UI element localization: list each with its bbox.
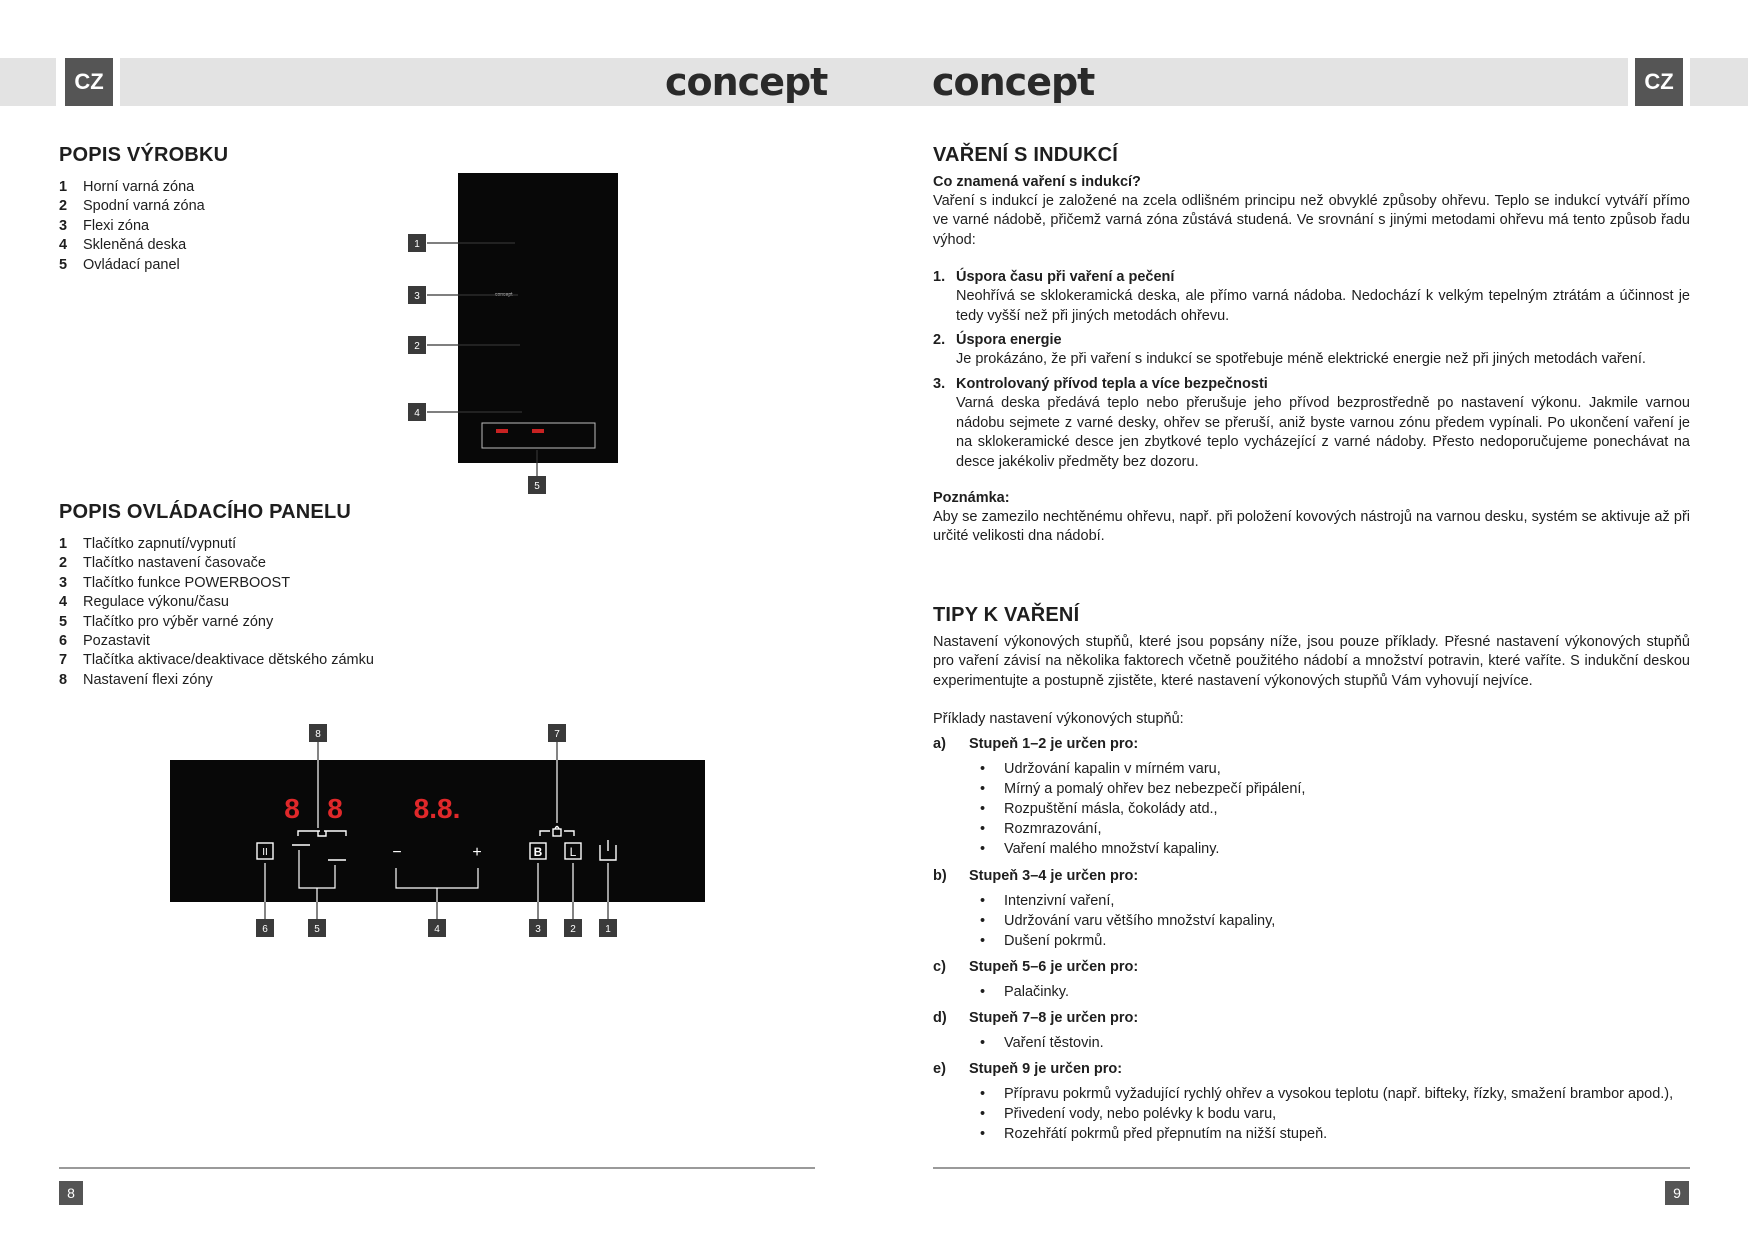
tips-examples-label: Příklady nastavení výkonových stupňů: [933,711,1184,727]
list-item: • Rozpuštění másla, čokolády atd., [980,799,1690,819]
advantage-1: 1. Úspora času při vaření a pečení Neohřívá se sklokeramická deska, ale přímo varná nádoba. Nedochází k velkým tepelným ztrátám a účinnost je tedy vyšší než při jiných metodách ohřevu. [933,269,1690,324]
list-item: 7 Tlačítka aktivace/deaktivace dětského zámku [59,652,374,669]
list-item: 3 Flexi zóna [59,217,150,234]
language-badge-right: CZ [1635,58,1683,106]
callout-5 [528,476,546,494]
hob-brand-label: concept [495,292,513,298]
header-band-center [120,58,1628,106]
induction-question: Co znamená vaření s indukcí? [933,174,1141,190]
callout-1 [599,919,617,937]
footer-rule-right [933,1167,1690,1169]
list-item: • Palačinky. [980,982,1690,1002]
advantage-2: 2. Úspora energie Je prokázáno, že při vaření s indukcí se spotřebuje méně elektrické energie než při jiných metodách vaření. [933,332,1646,368]
list-item: 3 Tlačítko funkce POWERBOOST [59,574,291,591]
minus-button: − [392,844,402,861]
header-band-right [1690,58,1748,106]
hob-diagram [400,168,630,498]
tips-title: TIPY K VAŘENÍ [933,604,1080,626]
tip-group-c: c) Stupeň 5–6 je určen pro: • Palačinky. [933,957,1690,1002]
control-panel-list [59,535,374,690]
svg-text:2: 2 [414,341,420,352]
callout-2 [564,919,582,937]
list-item: 6 Pozastavit [59,633,150,650]
svg-text:1: 1 [414,239,420,250]
list-item: • Intenzivní vaření, [980,891,1690,911]
page-number-right: 9 [1665,1181,1689,1205]
header-band-left [0,58,56,106]
list-item: 2 Tlačítko nastavení časovače [59,555,266,572]
list-item: • Rozehřátí pokrmů před přepnutím na nižší stupeň. [980,1124,1690,1144]
list-item: 8 Nastavení flexi zóny [59,671,213,688]
list-item: • Dušení pokrmů. [980,931,1690,951]
induction-intro: Vaření s indukcí je založené na zcela odlišném principu než obvyklé způsoby ohřevu. Teplo se indukcí vytváří přímo ve varné nádobě, přičemž varná zóna zůstává studená. Ve srovnání s jinými metodami ohřevu má tento způsob řadu výhod: [933,193,1690,248]
brand-logo-left: concept [665,60,828,104]
callout-5 [308,919,326,937]
list-item: 1 Horní varná zóna [59,179,195,195]
language-badge-left: CZ [65,58,113,106]
display-left-2: 8 [327,793,343,824]
callout-4 [428,919,446,937]
induction-title: VAŘENÍ S INDUKCÍ [933,144,1119,166]
control-panel-diagram [160,718,720,943]
note-title: Poznámka: [933,490,1010,506]
callout-1 [408,234,426,252]
tip-group-b: b) Stupeň 3–4 je určen pro: • Intenzivní vaření, • Udržování varu většího množství kapaliny, • Dušení pokrmů. [933,866,1690,951]
display-center: 8.8. [413,793,461,824]
svg-text:4: 4 [414,408,420,419]
display-left-1: 8 [284,793,300,824]
list-item: • Mírný a pomalý ohřev bez nebezpečí připálení, [980,779,1690,799]
list-item: 4 Regulace výkonu/času [59,594,229,611]
boost-symbol: B [533,845,543,859]
mini-display-left [496,429,508,433]
list-item: • Udržování kapalin v mírném varu, [980,759,1690,779]
list-item: • Udržování varu většího množství kapaliny, [980,911,1690,931]
tip-group-e: e) Stupeň 9 je určen pro: • Přípravu pokrmů vyžadující rychlý ohřev a vysokou teplotu (např. bifteky, řízky, smažení brambor apod.), • Přivedení vody, nebo polévky k bodu varu, • Rozehřátí pokrmů před přepnutím na nižší stupeň. [933,1059,1690,1144]
callout-3 [408,286,426,304]
svg-text:5: 5 [534,481,540,492]
control-panel-title: POPIS OVLÁDACÍHO PANELU [59,501,352,523]
callout-2 [408,336,426,354]
svg-text:2: 2 [570,924,576,935]
callout-8 [309,724,327,742]
list-item: 5 Ovládací panel [59,256,180,273]
list-item: • Vaření těstovin. [980,1033,1690,1053]
svg-text:1: 1 [605,924,611,935]
timer-symbol: L [569,845,577,859]
list-item: 4 Skleněná deska [59,237,187,254]
brand-logo-right: concept [932,60,1095,104]
svg-text:7: 7 [554,729,560,740]
callout-3 [529,919,547,937]
callout-6 [256,919,274,937]
svg-text:3: 3 [535,924,541,935]
list-item: 2 Spodní varná zóna [59,198,205,215]
tip-group-d: d) Stupeň 7–8 je určen pro: • Vaření těstovin. [933,1008,1690,1053]
list-item: • Přípravu pokrmů vyžadující rychlý ohřev a vysokou teplotu (např. bifteky, řízky, smažení brambor apod.), [980,1084,1690,1104]
hob-glass-surface [458,173,618,463]
product-parts-list [59,178,205,275]
list-item: • Rozmrazování, [980,819,1690,839]
tip-group-a: a) Stupeň 1–2 je určen pro: • Udržování kapalin v mírném varu, • Mírný a pomalý ohřev bez nebezpečí připálení, • Rozpuštění másla, čokolády atd., • Rozmrazování, • Vaření malého množství kapaliny. [933,734,1690,859]
list-item: 5 Tlačítko pro výběr varné zóny [59,613,274,630]
tips-intro: Nastavení výkonových stupňů, které jsou popsány níže, jsou pouze příklady. Přesné nastavení výkonových stupňů pro vaření závisí na několika faktorech včetně použitého nádobí a množství potravin, které vaříte. S indukční deskou experimentujte a postupně zjistěte, které nastavení výkonových stupňů Vám vyhovují nejvíce. [933,634,1690,689]
callout-4 [408,403,426,421]
plus-button: + [472,844,482,861]
mini-display-center [532,429,544,433]
advantage-3: 3. Kontrolovaný přívod tepla a více bezpečnosti Varná deska předává teplo nebo přerušuje jeho přívod bezprostředně po nastavení výkonu. Jakmile varnou nádobu sejmete z varné desky, ohřev se přeruší, aniž byste varnou zónu předem vypínali. Po ukončení vaření je na sklokeramické desce jen zbytkové teplo vycházející z varné nádoby. Přesto nedoporučujeme ponechávat na desce jakékoliv předměty bez dozoru. [933,376,1690,470]
callout-7 [548,724,566,742]
svg-text:3: 3 [414,291,420,302]
pause-symbol: II [262,847,268,858]
svg-text:4: 4 [434,924,440,935]
list-item: • Přivedení vody, nebo polévky k bodu varu, [980,1104,1690,1124]
list-item: 1 Tlačítko zapnutí/vypnutí [59,536,237,552]
list-item: • Vaření malého množství kapaliny. [980,839,1690,859]
svg-text:5: 5 [314,924,320,935]
svg-text:8: 8 [315,729,321,740]
panel-surface [170,760,705,902]
product-description-title: POPIS VÝROBKU [59,144,229,166]
svg-text:6: 6 [262,924,268,935]
note-text: Aby se zamezilo nechtěnému ohřevu, např. při položení kovových nástrojů na varnou desku, systém se aktivuje až při určité velikosti dna nádobí. [933,509,1690,545]
footer-rule-left [59,1167,815,1169]
page-number-left: 8 [59,1181,83,1205]
